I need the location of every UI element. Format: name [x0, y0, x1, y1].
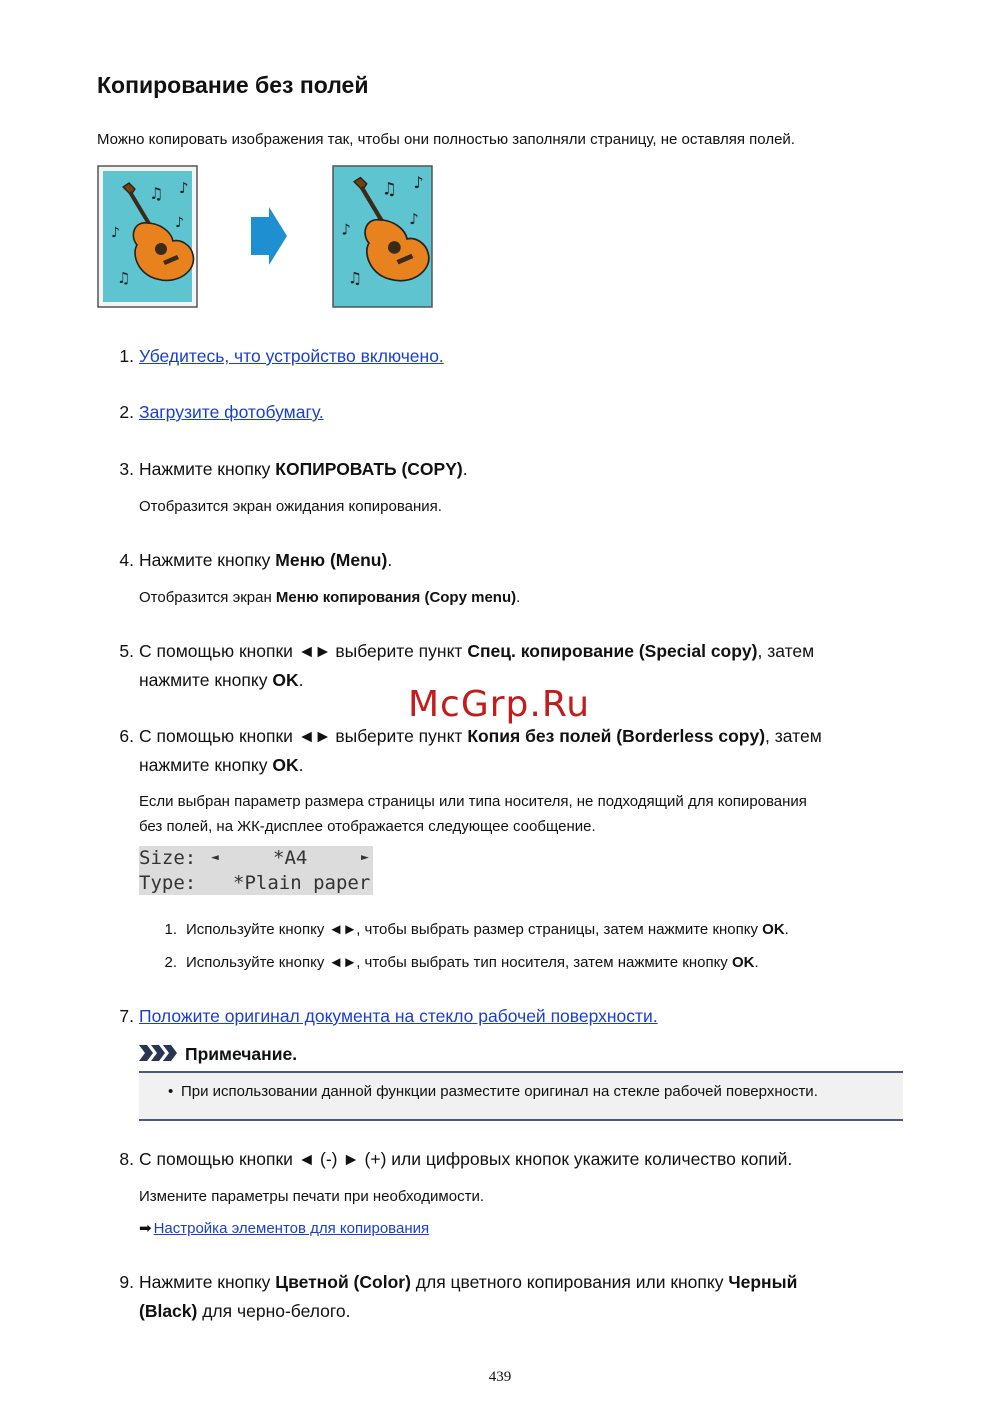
- nested-number: 1.: [164, 921, 177, 938]
- right-arrow-icon: ►: [342, 1149, 360, 1169]
- explanation-line-2: без полей, на ЖК-дисплее отображается следующее сообщение.: [139, 818, 596, 835]
- note-text: При использовании данной функции разместите оригинал на стекле рабочей поверхности.: [181, 1083, 818, 1100]
- button-name: КОПИРОВАТЬ (COPY): [275, 459, 463, 479]
- nested-text-mid: , чтобы выбрать тип носителя, затем нажмите кнопку: [356, 954, 732, 971]
- arrow-icon: [251, 207, 287, 265]
- left-right-arrows-icon: ◄►: [328, 954, 357, 971]
- step-text: Нажмите кнопку: [139, 459, 276, 479]
- step-text-mid: выберите пункт: [330, 641, 468, 661]
- step-text: Нажмите кнопку: [139, 1272, 276, 1292]
- step-text-line2: нажмите кнопку: [139, 755, 273, 775]
- note-heading: [139, 1044, 297, 1066]
- step-text: С помощью кнопки: [139, 641, 298, 661]
- step-number: 7.: [119, 1006, 134, 1026]
- step-text-end: .: [462, 459, 468, 479]
- lcd-type-value: *Plain paper: [233, 872, 371, 894]
- minus-label: (-): [315, 1149, 343, 1169]
- step-text-end: , затем: [757, 641, 815, 661]
- borderless-illustration: [97, 165, 437, 310]
- step-number: 6.: [119, 726, 134, 746]
- lcd-row-type: [139, 871, 373, 895]
- step-number: 1.: [119, 346, 134, 366]
- step-number: 3.: [119, 459, 134, 479]
- nested-text-end: .: [784, 921, 789, 938]
- step-number: 2.: [119, 402, 134, 422]
- note-box: [139, 1071, 903, 1121]
- load-photo-paper-link[interactable]: Загрузите фотобумагу.: [139, 402, 324, 422]
- screen-name: Меню копирования (Copy menu): [275, 589, 517, 606]
- lcd-left-arrow-icon: ◄: [211, 850, 219, 865]
- ok-button-name: OK: [272, 755, 299, 775]
- left-arrow-icon: ◄: [297, 1149, 316, 1169]
- step-6-explanation: [139, 789, 899, 839]
- step-number: 9.: [119, 1272, 134, 1292]
- step-text-mid: для цветного копирования или кнопку: [410, 1272, 729, 1292]
- result-text: Отобразится экран: [139, 589, 276, 606]
- explanation-line-1: Если выбран параметр размера страницы или типа носителя, не подходящий для копирования: [139, 793, 807, 810]
- nested-number: 2.: [164, 954, 177, 971]
- step-text: С помощью кнопки: [139, 726, 298, 746]
- nested-text: Используйте кнопку: [186, 921, 329, 938]
- copy-settings-link-line: [139, 1219, 429, 1237]
- step-number: 4.: [119, 550, 134, 570]
- step-4-result: [139, 585, 899, 610]
- intro-text: Можно копировать изображения так, чтобы они полностью заполняли страницу, не оставляя полей.: [97, 131, 795, 148]
- step-number: 5.: [119, 641, 134, 661]
- button-name: Меню (Menu): [275, 550, 388, 570]
- step-8-hint: Измените параметры печати при необходимости.: [139, 1188, 484, 1205]
- note-title: Примечание.: [185, 1044, 298, 1064]
- note-bullet: •: [168, 1083, 174, 1100]
- place-original-link[interactable]: Положите оригинал документа на стекло рабочей поверхности.: [139, 1006, 658, 1026]
- lcd-size-label: Size:: [139, 847, 197, 869]
- step-text-end: .: [387, 550, 393, 570]
- menu-item-name: Спец. копирование (Special copy): [467, 641, 758, 661]
- step-text-mid: выберите пункт: [330, 726, 468, 746]
- result-text-end: .: [516, 589, 521, 606]
- black-button-name: Черный: [728, 1272, 798, 1292]
- page-title: Копирование без полей: [97, 72, 369, 98]
- ok-button-name: OK: [731, 954, 755, 971]
- right-arrow-icon: ➡: [139, 1220, 152, 1237]
- note-chevrons-icon: [139, 1045, 179, 1066]
- step-text-end: , затем: [765, 726, 822, 746]
- left-right-arrows-icon: ◄►: [297, 641, 331, 661]
- menu-item-name: Копия без полей (Borderless copy): [467, 726, 766, 746]
- step-text-line2: нажмите кнопку: [139, 670, 273, 690]
- left-right-arrows-icon: ◄►: [328, 921, 357, 938]
- step-text-line2-end: .: [298, 755, 304, 775]
- lcd-row-size: [139, 846, 373, 870]
- page-number: 439: [488, 1369, 512, 1385]
- nested-text-end: .: [754, 954, 759, 971]
- nested-text-mid: , чтобы выбрать размер страницы, затем нажмите кнопку: [356, 921, 763, 938]
- left-right-arrows-icon: ◄►: [297, 726, 331, 746]
- step-number: 8.: [119, 1149, 134, 1169]
- lcd-type-label: Type:: [139, 872, 197, 894]
- step-text: С помощью кнопки: [139, 1149, 298, 1169]
- copy-settings-link[interactable]: Настройка элементов для копирования: [153, 1220, 430, 1237]
- step-text-end: (+) или цифровых кнопок укажите количество копий.: [359, 1149, 793, 1169]
- black-button-name-en: (Black): [139, 1301, 198, 1321]
- check-power-link[interactable]: Убедитесь, что устройство включено.: [139, 346, 444, 366]
- lcd-size-value: *A4: [273, 847, 308, 869]
- ok-button-name: OK: [272, 670, 299, 690]
- lcd-right-arrow-icon: ►: [361, 850, 369, 865]
- nested-text: Используйте кнопку: [186, 954, 329, 971]
- step-text-line2-end: .: [298, 670, 304, 690]
- color-button-name: Цветной (Color): [275, 1272, 411, 1292]
- watermark: McGrp.Ru: [408, 684, 591, 725]
- lcd-message: [139, 846, 373, 895]
- step-text: Нажмите кнопку: [139, 550, 276, 570]
- step-text-end: для черно-белого.: [197, 1301, 351, 1321]
- step-3-result: Отобразится экран ожидания копирования.: [139, 498, 442, 515]
- ok-button-name: OK: [762, 921, 785, 938]
